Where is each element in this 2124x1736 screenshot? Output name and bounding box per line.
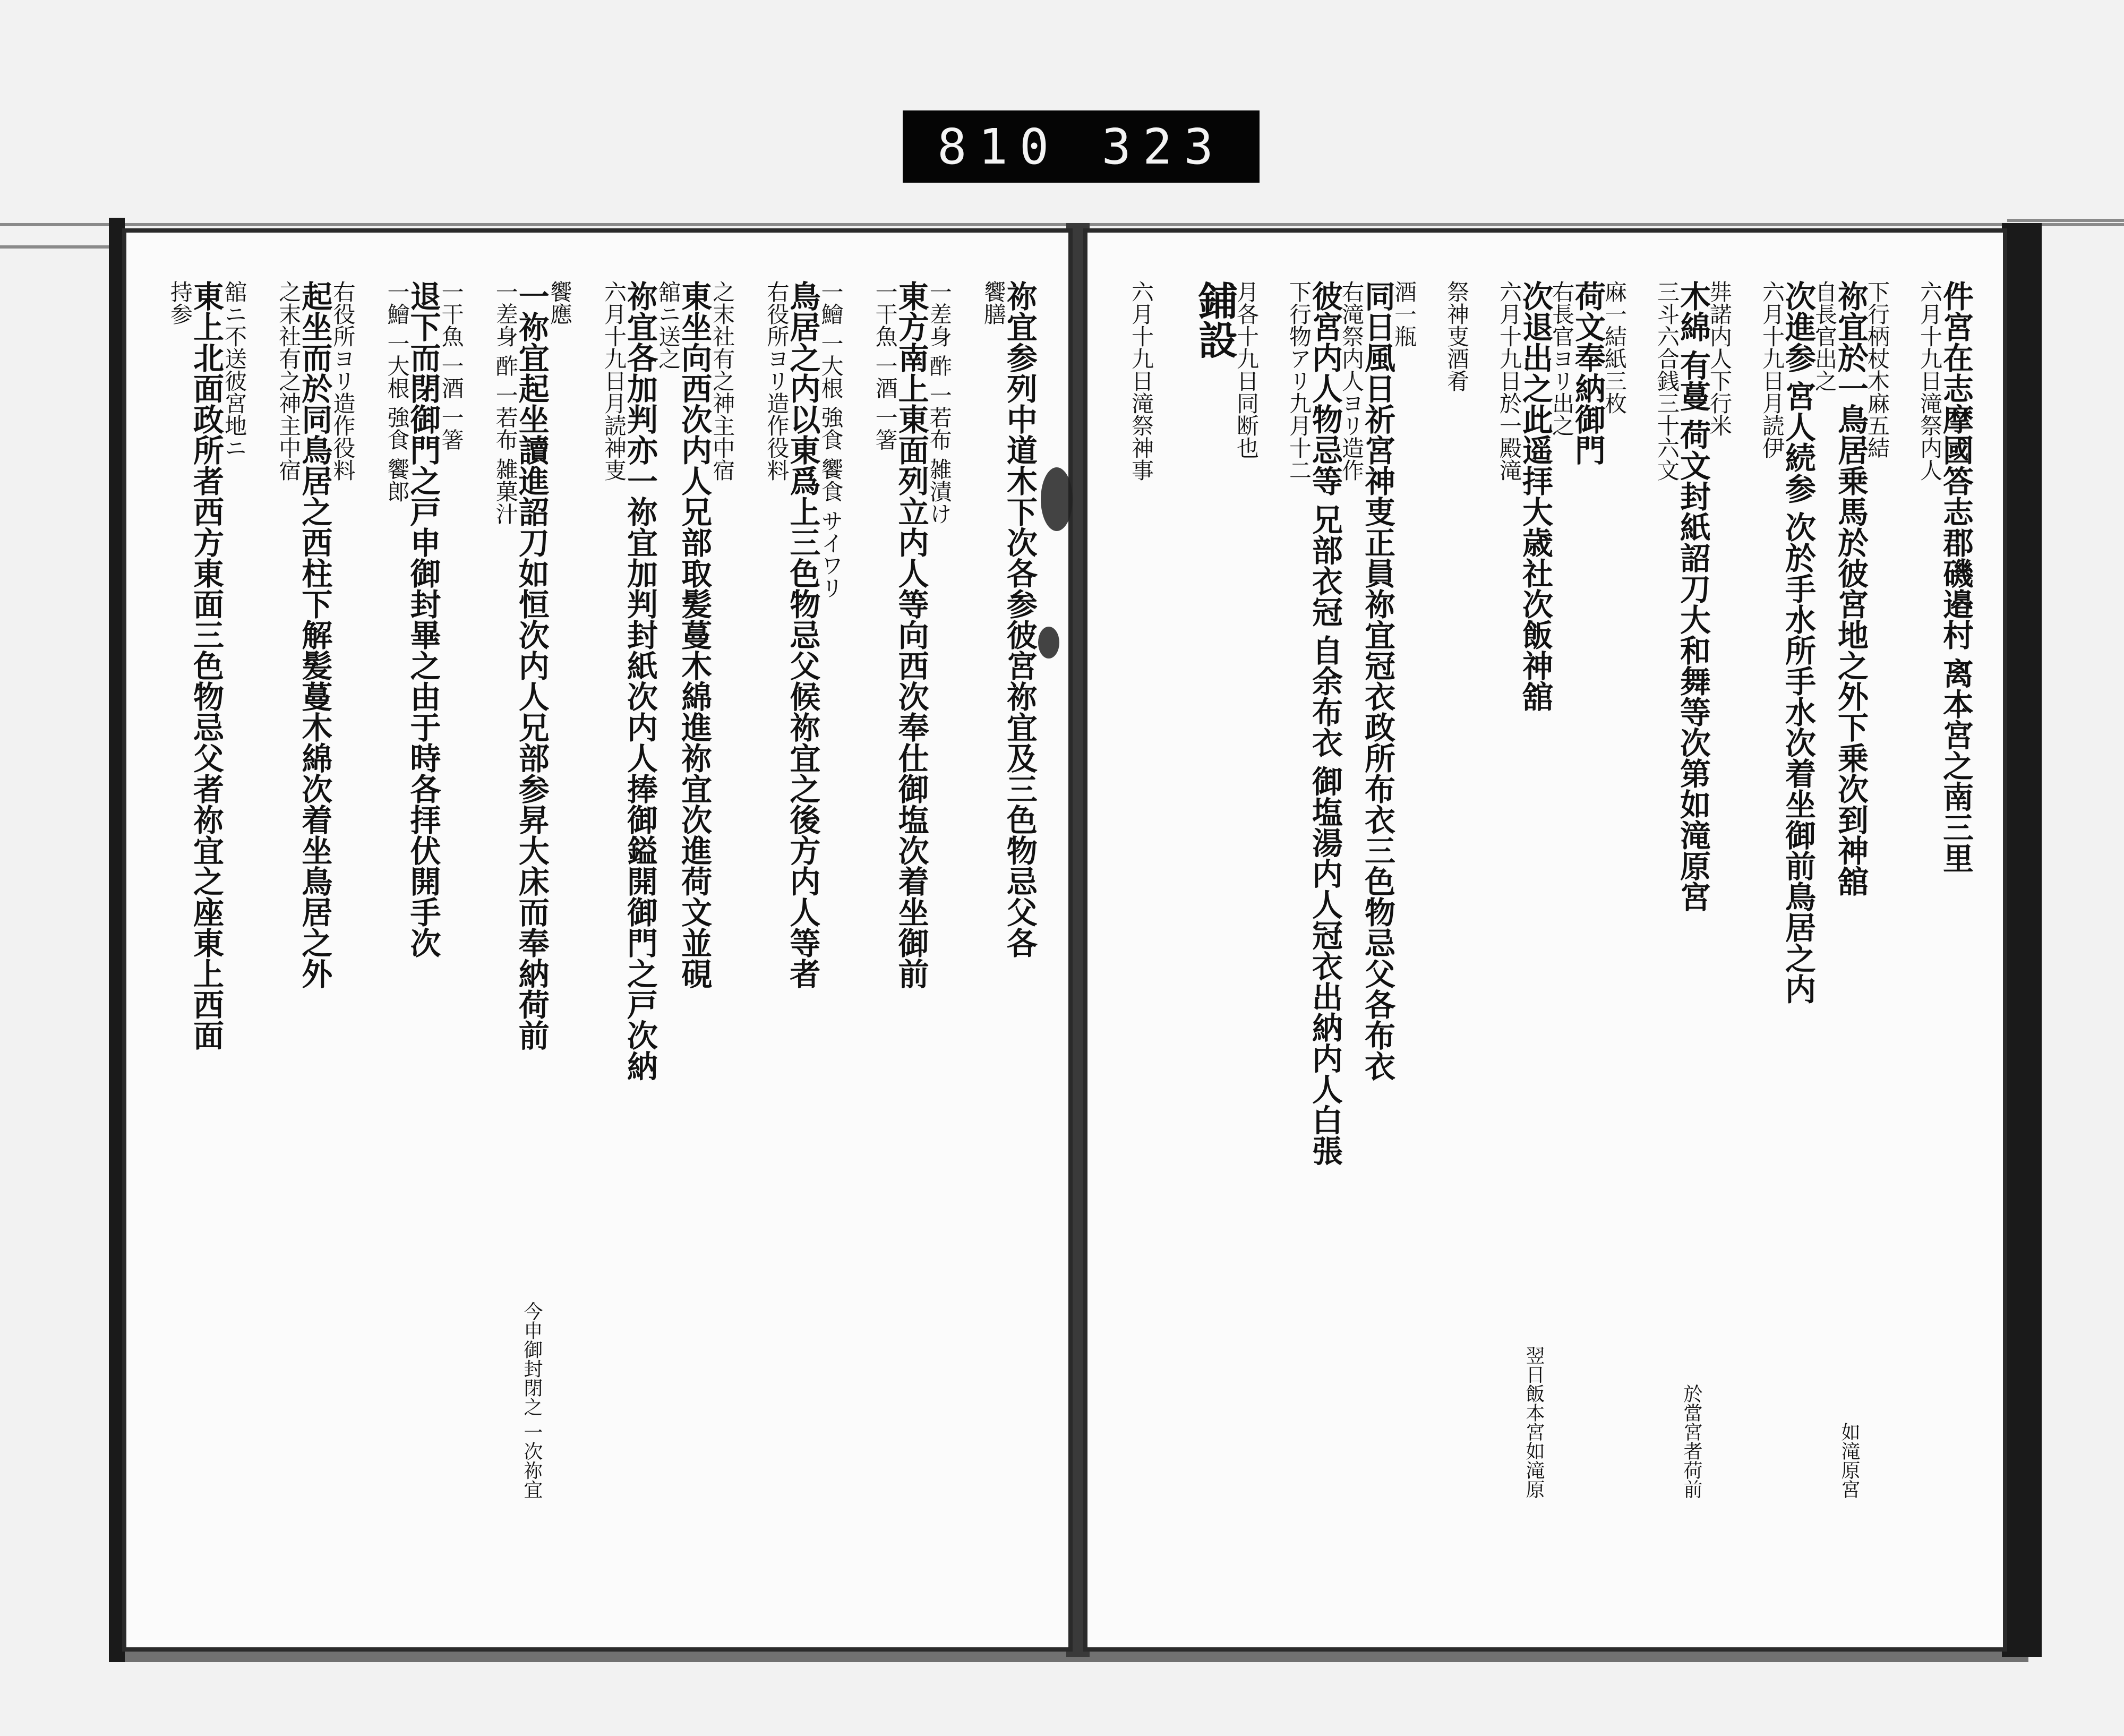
column-body-text: 彼宮内人物忌等 兄部衣冠 自余布衣 御塩湯内人冠衣出納内人白張 xyxy=(1307,280,1342,1166)
text-column xyxy=(652,280,712,1605)
text-column xyxy=(489,280,549,1605)
column-body-text: 件宮在志摩國答志郡磯邉村 离本宮之南三里 xyxy=(1938,280,1973,874)
column-header-text: 六月十九日滝祭神事 xyxy=(1128,280,1154,481)
column-annotation-text: 今申御封閉之 一次祢宜 xyxy=(520,1301,543,1499)
column-header-text: 右滝祭内人ヨリ造作 xyxy=(1339,280,1365,481)
column-body-text: 一祢宜起坐讀進詔刀如恒次内人兄部参昇大床而奉納荷前 xyxy=(513,280,549,1050)
microfilm-reel-label: 810 323 xyxy=(903,110,1260,183)
column-body-text: 祢宜参列中道木下次各参彼宮祢宜及三色物忌父各 xyxy=(1001,280,1037,958)
column-header-text: 一干魚 一酒 一箸 xyxy=(872,280,898,451)
column-header-text: 持参 xyxy=(167,280,193,325)
text-column xyxy=(164,280,223,1605)
column-header-text: 右役所ヨリ造作役料 xyxy=(330,280,356,481)
top-rule xyxy=(0,223,2124,226)
column-header-text: 舘ニ送之 xyxy=(655,280,682,370)
column-body-text: 退下而閉御門之戸申御封畢之由于時各拝伏開手次 xyxy=(405,280,440,958)
text-column xyxy=(1545,280,1605,1605)
text-column xyxy=(1177,280,1236,1605)
binding-string-mark xyxy=(1041,467,1073,531)
column-header-text: 下行柄杖木麻五結 xyxy=(1864,280,1890,459)
text-column xyxy=(543,280,597,1605)
text-column xyxy=(760,280,820,1605)
column-header-text: 饗應 xyxy=(546,280,573,325)
column-header-text: 饗膳 xyxy=(980,280,1007,325)
text-column xyxy=(1125,280,1177,1605)
column-header-text: 弉諾内人下行米 xyxy=(1707,280,1733,437)
column-header-text: 六月十九日月読伊 xyxy=(1759,280,1785,459)
text-column xyxy=(326,280,380,1605)
column-body-text: 東方南上東面列立内人等向西次奉仕御塩次着坐御前 xyxy=(893,280,928,989)
column-body-text: 祢宜於一鳥居乗馬於彼宮地之外下乗次到神舘 xyxy=(1833,280,1868,896)
column-body-text: 祢宜各加判亦一祢宜加判封紙次内人捧御鎰開御門之戸次納 xyxy=(622,280,657,1081)
text-column xyxy=(435,280,489,1605)
column-body-text: 鳥居之内以東爲上三色物忌父候祢宜之後方内人等者 xyxy=(785,280,820,989)
text-column xyxy=(1282,280,1342,1605)
text-column xyxy=(977,280,1037,1605)
text-column xyxy=(869,280,928,1605)
binding-string-mark xyxy=(1038,627,1059,659)
column-header-text: 之末社有之神主中宿 xyxy=(709,280,736,481)
left-page-columns xyxy=(164,280,1037,1605)
column-body-text: 東坐向西次内人兄部取髪蔓木綿進祢宜次進荷文並硯 xyxy=(676,280,712,989)
column-header-text: 右役所ヨリ造作役料 xyxy=(764,280,790,481)
text-column xyxy=(1703,280,1755,1605)
column-header-text: 六月十九日於一殿滝 xyxy=(1496,280,1522,481)
text-column xyxy=(1493,280,1552,1605)
text-column xyxy=(597,280,657,1605)
text-column xyxy=(1755,280,1815,1605)
column-body-text: 次進参 宮人続参 次於手水所手水次着坐御前鳥居之内 xyxy=(1780,280,1815,1004)
column-header-text: 麻一結紙三枚 xyxy=(1601,280,1628,414)
text-column xyxy=(1650,280,1710,1605)
column-body-text: 起坐而於同鳥居之西柱下解髪蔓木綿次着坐鳥居之外 xyxy=(297,280,332,989)
column-body-text: 次退出之此遥拝大歳社次飯神舘 xyxy=(1518,280,1552,712)
right-book-edge xyxy=(2002,223,2042,1657)
right-edge-rule xyxy=(2007,219,2124,222)
text-column xyxy=(1808,280,1868,1605)
column-annotation-text: 於當宮者荷前 xyxy=(1681,1384,1702,1499)
column-header-text: 一干魚 一酒 一箸 xyxy=(438,280,465,451)
column-header-text: 一鱠 一大根 強食 饗郎 xyxy=(384,280,410,503)
column-header-text: 之末社有之神主中宿 xyxy=(276,280,302,481)
section-heading: 鋪設 xyxy=(1193,280,1236,359)
column-header-text: 月各十九日同断也 xyxy=(1234,280,1260,459)
text-column xyxy=(1913,280,1973,1605)
text-column xyxy=(1335,280,1394,1605)
column-header-text: 右長官ヨリ出之 xyxy=(1549,280,1575,437)
text-column xyxy=(272,280,332,1605)
column-header-text: 六月十九日滝祭内人 xyxy=(1917,280,1943,481)
column-header-text: 一差身 酢 一若布 雑漬け xyxy=(926,280,953,525)
column-body-text: 荷文奉納御門 xyxy=(1570,280,1605,465)
column-header-text: 一差身 酢 一若布 雑菓汁 xyxy=(492,280,519,525)
text-column xyxy=(1388,280,1440,1605)
column-header-text: 酒一瓶 xyxy=(1391,280,1417,347)
column-header-text: 下行物アリ九月十二 xyxy=(1286,280,1312,481)
text-column xyxy=(1230,280,1282,1605)
column-header-text: 自長官出之 xyxy=(1812,280,1838,392)
column-annotation-text: 如滝原宮 xyxy=(1838,1422,1860,1499)
text-column xyxy=(1861,280,1913,1605)
column-header-text: 六月十九日月読神叓 xyxy=(601,280,627,481)
column-header-text: 舘ニ不送彼宮地ニ xyxy=(221,280,248,459)
text-column xyxy=(1598,280,1650,1605)
text-column xyxy=(381,280,440,1605)
right-page-columns xyxy=(1125,280,1973,1605)
column-header-text: 一鱠 一大根 強食 饗食 サイワリ xyxy=(818,280,844,599)
column-header-text: 祭神叓酒肴 xyxy=(1444,280,1470,392)
text-column xyxy=(923,280,977,1605)
column-header-text: 三斗六合銭三十六文 xyxy=(1654,280,1680,481)
column-body-text: 同日風日祈宮神叓正員祢宜冠衣政所布衣三色物忌父各布衣 xyxy=(1360,280,1394,1081)
text-column xyxy=(706,280,760,1605)
column-body-text: 東上北面政所者西方東面三色物忌父者祢宜之座東上西面 xyxy=(189,280,223,1050)
column-body-text: 木綿 有蔓 荷文封紙詔刀大和舞等次第如滝原宮 xyxy=(1675,280,1710,912)
left-page xyxy=(122,228,1073,1652)
column-annotation-text: 翌日飯本宮如滝原 xyxy=(1523,1346,1545,1499)
text-column xyxy=(218,280,272,1605)
text-column xyxy=(815,280,869,1605)
right-page xyxy=(1083,228,2007,1652)
text-column xyxy=(1440,280,1493,1605)
